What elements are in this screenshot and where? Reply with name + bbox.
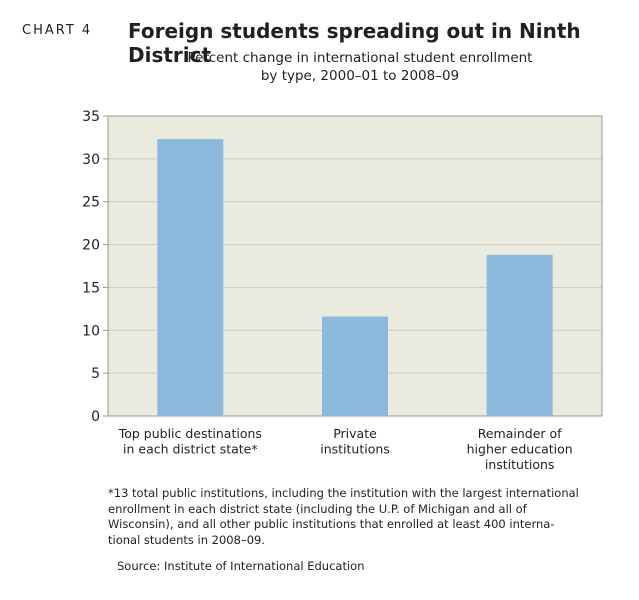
footnote-line-2: enrollment in each district state (including the U.P. of Michigan and all of — [108, 501, 527, 516]
source-note: Source: Institute of International Education — [117, 559, 365, 573]
chart-number-label: CHART 4 — [22, 23, 93, 38]
subtitle-line-1: Percent change in international student enrollment — [187, 50, 533, 66]
chart-title: Foreign students spreading out in Ninth District — [128, 19, 581, 67]
footnote-line-3: Wisconsin), and all other public institutions that enrolled at least 400 interna- — [108, 517, 555, 531]
subtitle-line-2: by type, 2000–01 to 2008–09 — [260, 68, 460, 84]
bar — [157, 139, 223, 416]
y-tick-label: 25 — [82, 194, 100, 211]
y-tick-label: 10 — [82, 323, 100, 340]
footnote-line-1: *13 total public institutions, including the institution with the largest international — [108, 486, 579, 500]
x-category-label: Private institutions — [320, 426, 390, 457]
bar — [487, 255, 553, 416]
x-category-label: Remainder of higher education institutions — [466, 426, 573, 472]
x-category-label: Top public destinations in each district state* — [118, 426, 262, 457]
y-tick-label: 30 — [82, 151, 100, 168]
footnote — [108, 486, 618, 548]
y-tick-label: 35 — [82, 109, 100, 125]
footnote-line-4: tional students in 2008–09. — [108, 532, 265, 547]
bar — [322, 317, 388, 416]
y-tick-label: 20 — [82, 237, 100, 254]
y-tick-label: 15 — [82, 280, 100, 297]
y-tick-label: 5 — [91, 366, 100, 383]
y-tick-label: 0 — [91, 409, 100, 425]
